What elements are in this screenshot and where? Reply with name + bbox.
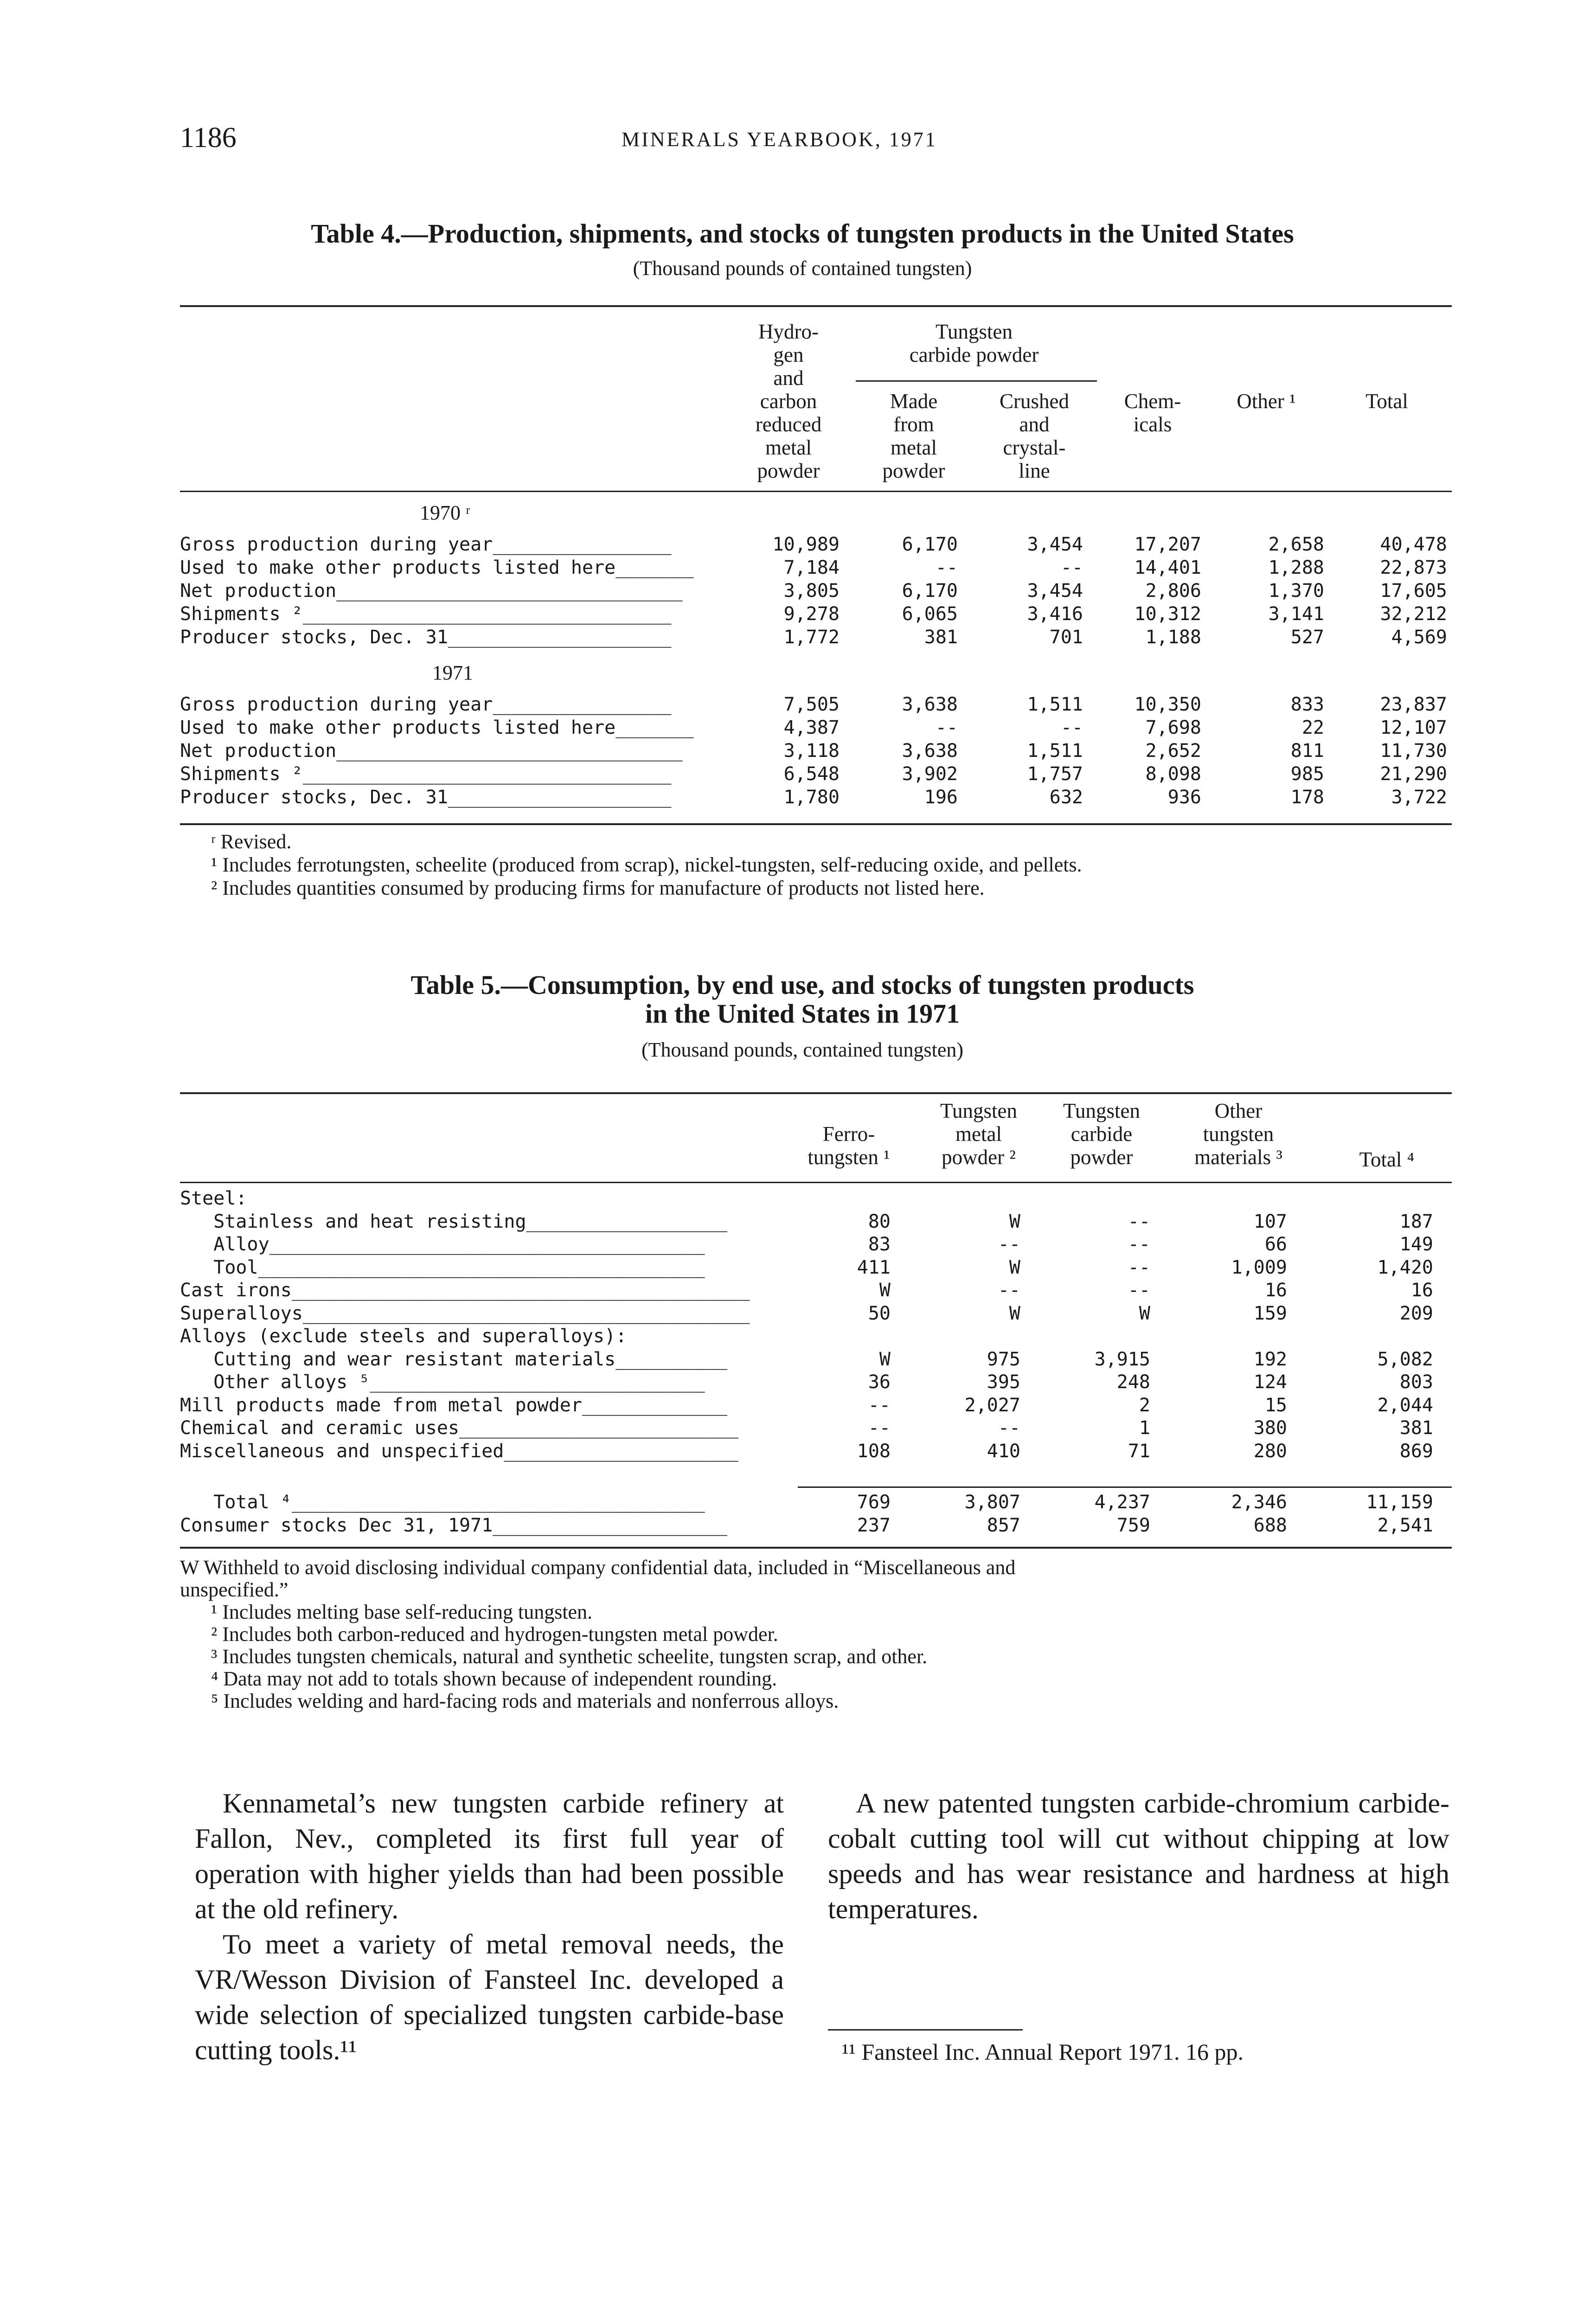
t5-col-tungsten-metal-powder-header: Tungsten metal powder ² [940, 1099, 1017, 1169]
body-paragraph-vr-wesson: To meet a variety of metal removal needs, the VR/Wesson Division of Fansteel Inc. developed a wide selection of specialized tungsten carbide-base cutting tools.¹¹ [195, 1929, 784, 2065]
t4-1971-cell: 10,350 [1134, 694, 1201, 715]
page-number: 1186 [180, 122, 237, 154]
t4-group-rule [856, 380, 1097, 382]
t5-col-total-header: Total ⁴ [1359, 1148, 1415, 1171]
table5-subtitle: (Thousand pounds, contained tungsten) [641, 1038, 964, 1061]
t5-footnote-2: ² Includes both carbon-reduced and hydrogen-tungsten metal powder. [211, 1623, 778, 1646]
t4-1971-cell: 21,290 [1380, 763, 1447, 785]
t5-cell: 16 [1410, 1280, 1433, 1301]
t5-col-tungsten-carbide-header: Tungsten carbide powder [1063, 1099, 1140, 1169]
table4-title: Table 4.—Production, shipments, and stocks of tungsten products in the United States [311, 218, 1294, 249]
t4-group-tungsten-carbide-header: Tungsten carbide powder [909, 320, 1039, 366]
t4-1970-cell: 3,141 [1268, 603, 1324, 625]
t4-1971-cell: 23,837 [1380, 694, 1447, 715]
t4-1970-cell: 17,207 [1134, 534, 1201, 555]
body-footnote-rule [828, 2029, 1023, 2031]
t5-cell: 149 [1399, 1234, 1433, 1255]
t4-1970-cell: 10,989 [772, 534, 840, 555]
t5-cell: 83 [868, 1234, 891, 1255]
table5-total-rule [798, 1486, 1452, 1488]
t4-1970-cell: 3,416 [1027, 603, 1083, 625]
t5-row-label: Stainless and heat resisting__________________ [180, 1211, 728, 1232]
table5-title-line2: in the United States in 1971 [645, 999, 960, 1029]
t5-total-cell: 11,159 [1366, 1492, 1433, 1513]
t5-total-cell: 857 [987, 1515, 1020, 1536]
table4-bottom-rule [180, 823, 1452, 825]
t4-1971-row-label: Net production_______________________________ [180, 740, 683, 762]
t5-cell: 248 [1116, 1371, 1150, 1393]
t5-cell: 1,009 [1231, 1256, 1287, 1278]
t4-1970-row-label: Used to make other products listed here_______ [180, 557, 694, 578]
t4-1970-cell: 40,478 [1380, 534, 1447, 555]
t5-cell: 80 [868, 1211, 891, 1232]
t5-cell: -- [998, 1234, 1020, 1255]
t4-1971-row-label: Producer stocks, Dec. 31____________________ [180, 787, 672, 808]
t4-col-hydrogen-header: Hydro- gen and carbon reduced metal powder [755, 320, 822, 482]
t4-1970-cell: 32,212 [1380, 603, 1447, 625]
t4-1971-cell: 12,107 [1380, 717, 1447, 738]
t5-cell: -- [998, 1280, 1020, 1301]
t4-1971-cell: 1,511 [1027, 740, 1083, 762]
t5-cell: W [1009, 1302, 1020, 1324]
t5-footnote-w-cont: unspecified.” [180, 1578, 288, 1601]
t4-1970-cell: 4,569 [1391, 627, 1447, 648]
t5-total-cell: 4,237 [1094, 1492, 1150, 1513]
t4-1970-cell: -- [935, 557, 958, 578]
body-paragraph-kennametal: Kennametal’s new tungsten carbide refinery at Fallon, Nev., completed its first full year of operation with higher yields than had been possible at the old refinery. [195, 1788, 784, 1924]
t5-cell: 1,420 [1377, 1256, 1433, 1278]
body-footnote-11: ¹¹ Fansteel Inc. Annual Report 1971. 16 pp. [842, 2039, 1243, 2065]
t4-1970-cell: 22,873 [1380, 557, 1447, 578]
t4-1971-cell: 833 [1290, 694, 1324, 715]
t5-cell: 16 [1264, 1280, 1287, 1301]
table5-header-rule [180, 1182, 1452, 1183]
t4-1971-cell: 3,118 [783, 740, 840, 762]
t4-1970-cell: 2,806 [1145, 580, 1201, 602]
t5-row-label: Mill products made from metal powder_____________ [180, 1394, 728, 1416]
t4-footnote-revised: ʳ Revised. [211, 830, 292, 853]
table5-bottom-rule [180, 1547, 1452, 1549]
body-paragraph-cutting-tool: A new patented tungsten carbide-chromium carbide-cobalt cutting tool will cut without chipping at low speeds and has wear resistance and hardness at high temperatures. [828, 1788, 1449, 1924]
t4-1971-cell: 22 [1301, 717, 1324, 738]
t5-total-cell: 3,807 [964, 1492, 1020, 1513]
t4-1970-cell: 2,658 [1268, 534, 1324, 555]
table5-top-rule [180, 1092, 1452, 1094]
t5-row-label: Tool________________________________________ [180, 1256, 705, 1278]
t5-cell: 2 [1139, 1394, 1150, 1416]
t4-1971-cell: 196 [924, 787, 958, 808]
t5-cell: 50 [868, 1302, 891, 1324]
t4-1971-cell: 985 [1290, 763, 1324, 785]
t5-cell: -- [868, 1394, 891, 1416]
t4-1971-cell: -- [1060, 717, 1083, 738]
t5-cell: -- [1128, 1234, 1150, 1255]
t5-total-cell: 2,346 [1231, 1492, 1287, 1513]
t5-cell: 192 [1253, 1348, 1287, 1370]
t4-1970-row-label: Gross production during year________________ [180, 534, 672, 555]
t4-1970-cell: 3,805 [783, 580, 840, 602]
t5-cell: 395 [987, 1371, 1020, 1393]
t5-cell: 803 [1399, 1371, 1433, 1393]
t5-cell: 411 [857, 1256, 891, 1278]
t4-1971-cell: 3,902 [902, 763, 958, 785]
t5-row-label: Superalloys________________________________________ [180, 1302, 750, 1324]
t5-cell: 380 [1253, 1417, 1287, 1439]
t5-total-cell: 769 [857, 1492, 891, 1513]
t4-1971-cell: 178 [1290, 787, 1324, 808]
t4-1970-cell: 3,454 [1027, 580, 1083, 602]
t5-footnote-w: W Withheld to avoid disclosing individual company confidential data, included in “Miscellaneous and [180, 1556, 1016, 1579]
t4-1970-cell: 9,278 [783, 603, 840, 625]
t5-col-other-materials-header: Other tungsten materials ³ [1194, 1099, 1282, 1169]
t4-1971-cell: 632 [1049, 787, 1083, 808]
t4-1971-cell: 7,505 [783, 694, 840, 715]
t5-cell: 159 [1253, 1302, 1287, 1324]
t5-cell: 869 [1399, 1440, 1433, 1462]
t5-footnote-5: ⁵ Includes welding and hard-facing rods and materials and nonferrous alloys. [211, 1690, 839, 1712]
t5-cell: W [1009, 1211, 1020, 1232]
t5-cell: W [879, 1348, 891, 1370]
t4-col-crushed-header: Crushed and crystal- line [1000, 390, 1069, 482]
t5-cell: 381 [1399, 1417, 1433, 1439]
t5-cell: 1 [1139, 1417, 1150, 1439]
t4-1971-cell: 1,780 [783, 787, 840, 808]
t5-cell: 36 [868, 1371, 891, 1393]
table4-subtitle: (Thousand pounds of contained tungsten) [633, 257, 972, 280]
t4-1970-cell: 10,312 [1134, 603, 1201, 625]
t5-footnote-4: ⁴ Data may not add to totals shown because of independent rounding. [211, 1667, 777, 1690]
t4-1971-cell: 3,638 [902, 740, 958, 762]
t4-1971-cell: 1,757 [1027, 763, 1083, 785]
t4-1970-cell: 527 [1290, 627, 1324, 648]
t5-footnote-3: ³ Includes tungsten chemicals, natural and synthetic scheelite, tungsten scrap, and other. [211, 1645, 928, 1668]
t5-cell: 2,044 [1377, 1394, 1433, 1416]
t5-cell: W [1139, 1302, 1150, 1324]
t4-col-made-from-metal-header: Made from metal powder [882, 390, 945, 482]
t4-1970-cell: 6,170 [902, 580, 958, 602]
t4-1971-cell: 4,387 [783, 717, 840, 738]
t5-cell: 2,027 [964, 1394, 1020, 1416]
t5-cell: 108 [857, 1440, 891, 1462]
t4-1970-cell: 17,605 [1380, 580, 1447, 602]
t5-cell: 410 [987, 1440, 1020, 1462]
t5-footnote-1: ¹ Includes melting base self-reducing tungsten. [211, 1601, 593, 1623]
t5-cell: 71 [1128, 1440, 1150, 1462]
t5-col-ferrotungsten-header: Ferro- tungsten ¹ [808, 1122, 890, 1169]
t4-1970-cell: 1,772 [783, 627, 840, 648]
t5-cell: 66 [1264, 1234, 1287, 1255]
table4-top-rule [180, 305, 1452, 307]
t5-total-cell: 237 [857, 1515, 891, 1536]
t4-1971-cell: 3,638 [902, 694, 958, 715]
t4-footnote-1: ¹ Includes ferrotungsten, scheelite (produced from scrap), nickel-tungsten, self-reducing oxide, and pellets. [211, 853, 1082, 876]
t4-year-1970-label: 1970 ʳ [420, 501, 470, 524]
t5-cell: 975 [987, 1348, 1020, 1370]
t5-cell: -- [998, 1417, 1020, 1439]
t4-1970-cell: 701 [1049, 627, 1083, 648]
running-title: MINERALS YEARBOOK, 1971 [622, 128, 937, 151]
t4-year-1971-label: 1971 [432, 661, 473, 684]
t4-1970-cell: 1,188 [1145, 627, 1201, 648]
t4-1970-cell: 1,370 [1268, 580, 1324, 602]
t5-cell: -- [1128, 1256, 1150, 1278]
t4-1970-cell: 6,170 [902, 534, 958, 555]
t5-cell: 3,915 [1094, 1348, 1150, 1370]
t4-1970-cell: 1,288 [1268, 557, 1324, 578]
t5-row-label: Chemical and ceramic uses_________________________ [180, 1417, 739, 1439]
t4-footnote-2: ² Includes quantities consumed by producing firms for manufacture of products not listed here. [211, 877, 985, 899]
t4-1970-cell: 14,401 [1134, 557, 1201, 578]
t5-total-row-label: Total ⁴_____________________________________ [180, 1492, 705, 1513]
t4-1971-cell: 11,730 [1380, 740, 1447, 762]
t5-row-label: Alloy_______________________________________ [180, 1234, 705, 1255]
t4-1970-row-label: Net production_______________________________ [180, 580, 683, 602]
t4-col-other-header: Other ¹ [1237, 390, 1296, 413]
t4-1971-cell: 811 [1290, 740, 1324, 762]
t5-cell: W [879, 1280, 891, 1301]
t4-1970-row-label: Producer stocks, Dec. 31____________________ [180, 627, 672, 648]
t5-total-cell: 688 [1253, 1515, 1287, 1536]
t4-1970-cell: 381 [924, 627, 958, 648]
t5-total-cell: 2,541 [1377, 1515, 1433, 1536]
t5-cell: 187 [1399, 1211, 1433, 1232]
t4-col-chemicals-header: Chem- icals [1124, 390, 1181, 436]
t5-row-label: Cutting and wear resistant materials__________ [180, 1348, 728, 1370]
t4-1971-cell: 3,722 [1391, 787, 1447, 808]
t4-1970-cell: 3,454 [1027, 534, 1083, 555]
t4-1970-row-label: Shipments ²_________________________________ [180, 603, 672, 625]
t5-cell: -- [1128, 1280, 1150, 1301]
t5-cell: 209 [1399, 1302, 1433, 1324]
t4-1971-row-label: Shipments ²_________________________________ [180, 763, 672, 785]
t5-cell: -- [868, 1417, 891, 1439]
t5-cell: 107 [1253, 1211, 1287, 1232]
t5-row-label: Alloys (exclude steels and superalloys): [180, 1326, 627, 1347]
t5-cell: -- [1128, 1211, 1150, 1232]
t5-row-label: Miscellaneous and unspecified_____________________ [180, 1440, 739, 1462]
t4-1971-cell: 1,511 [1027, 694, 1083, 715]
t4-1971-cell: 2,652 [1145, 740, 1201, 762]
t5-cell: 124 [1253, 1371, 1287, 1393]
t4-1971-cell: 7,698 [1145, 717, 1201, 738]
t4-1971-cell: 6,548 [783, 763, 840, 785]
table5-title-line1: Table 5.—Consumption, by end use, and stocks of tungsten products [410, 970, 1194, 1000]
t5-cell: W [1009, 1256, 1020, 1278]
t5-total-row-label: Consumer stocks Dec 31, 1971_____________________ [180, 1515, 728, 1536]
t4-1971-row-label: Gross production during year________________ [180, 694, 672, 715]
t5-cell: 280 [1253, 1440, 1287, 1462]
t5-cell: 5,082 [1377, 1348, 1433, 1370]
t5-cell: 15 [1264, 1394, 1287, 1416]
t4-1970-cell: 6,065 [902, 603, 958, 625]
t4-1971-row-label: Used to make other products listed here_______ [180, 717, 694, 738]
body-left-column [195, 1786, 784, 2068]
t4-1971-cell: 936 [1167, 787, 1201, 808]
t4-col-total-header: Total [1365, 390, 1408, 413]
t5-row-label: Cast irons_________________________________________ [180, 1280, 750, 1301]
body-right-column [828, 1786, 1449, 1927]
t5-total-cell: 759 [1116, 1515, 1150, 1536]
t4-1971-cell: 8,098 [1145, 763, 1201, 785]
t5-row-label: Steel: [180, 1188, 247, 1209]
table4-header-rule [180, 491, 1452, 492]
t4-1970-cell: -- [1060, 557, 1083, 578]
t4-1971-cell: -- [935, 717, 958, 738]
t4-1970-cell: 7,184 [783, 557, 840, 578]
t5-row-label: Other alloys ⁵______________________________ [180, 1371, 705, 1393]
